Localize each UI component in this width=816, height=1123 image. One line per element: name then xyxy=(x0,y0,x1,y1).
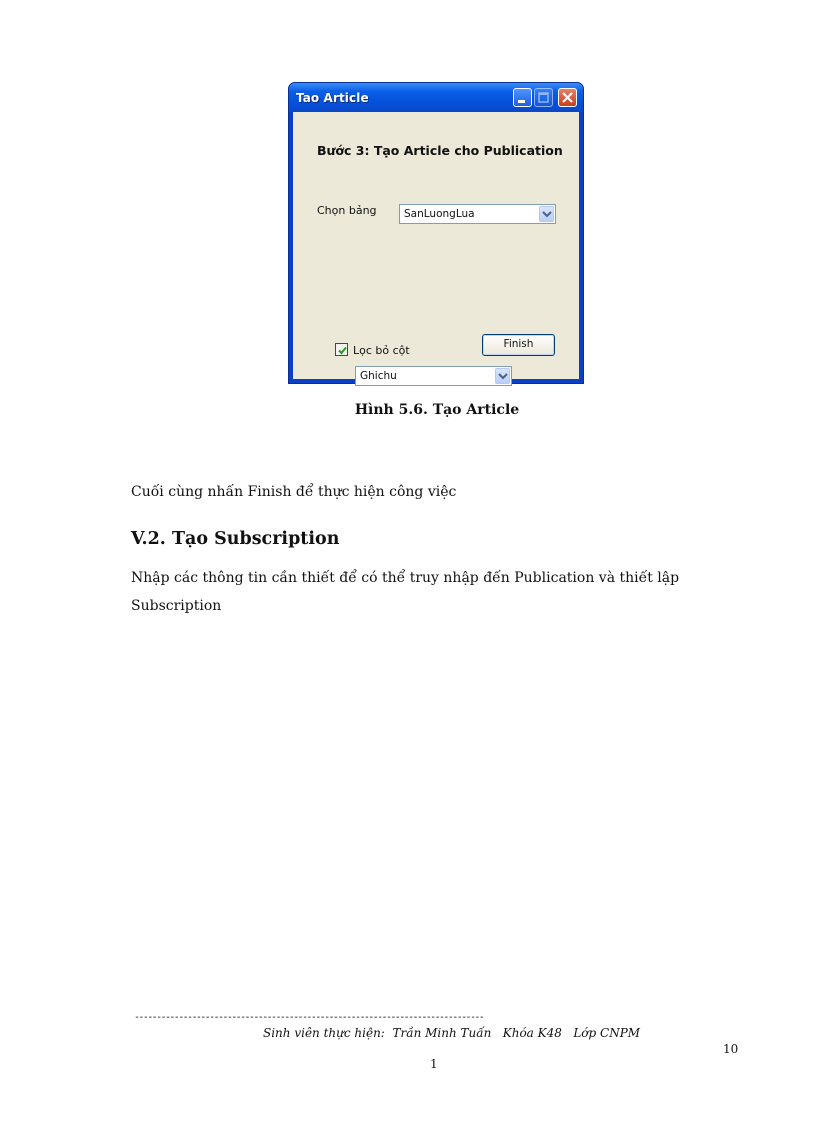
chevron-down-icon xyxy=(542,211,552,218)
step-title: Bước 3: Tạo Article cho Publication xyxy=(317,143,563,158)
paragraph-finish: Cuối cùng nhấn Finish để thực hiện công việc xyxy=(131,484,457,500)
section-heading: V.2. Tạo Subscription xyxy=(131,529,340,549)
table-select[interactable] xyxy=(399,204,556,224)
minimize-button[interactable] xyxy=(513,88,532,107)
footer-divider: ------------------------------------------------------------------------------- xyxy=(134,1012,484,1023)
dialog-client-area xyxy=(293,112,579,382)
page-number-right: 10 xyxy=(723,1042,739,1056)
page-number-center: 1 xyxy=(430,1057,438,1071)
table-dropdown-button[interactable] xyxy=(539,206,554,222)
dialog-titlebar[interactable] xyxy=(289,83,583,112)
finish-button[interactable]: Finish xyxy=(482,334,555,356)
figure-caption: Hình 5.6. Tạo Article xyxy=(354,402,520,418)
close-icon xyxy=(559,89,576,106)
maximize-icon xyxy=(535,89,552,106)
filter-checkbox-label[interactable]: Lọc bỏ cột xyxy=(353,344,410,357)
close-button[interactable] xyxy=(558,88,577,107)
minimize-icon xyxy=(514,89,531,106)
checkmark-icon xyxy=(337,345,348,356)
table-select-value: SanLuongLua xyxy=(404,208,475,220)
paragraph-line-1: Nhập các thông tin cần thiết để có thể truy nhập đến Publication và thiết lập xyxy=(131,570,680,586)
tao-article-dialog xyxy=(288,82,584,384)
filter-checkbox[interactable] xyxy=(335,343,348,356)
table-label: Chọn bảng xyxy=(317,204,377,217)
column-dropdown-button[interactable] xyxy=(495,368,510,384)
dialog-title: Tao Article xyxy=(296,91,369,105)
column-select[interactable] xyxy=(355,366,512,386)
paragraph-line-2: Subscription xyxy=(131,598,222,614)
column-select-value: Ghichu xyxy=(360,370,397,382)
chevron-down-icon xyxy=(498,373,508,380)
maximize-button[interactable] xyxy=(534,88,553,107)
footer-author: Sinh viên thực hiện: Trần Minh Tuấn Khóa K48 Lớp CNPM xyxy=(263,1026,641,1040)
